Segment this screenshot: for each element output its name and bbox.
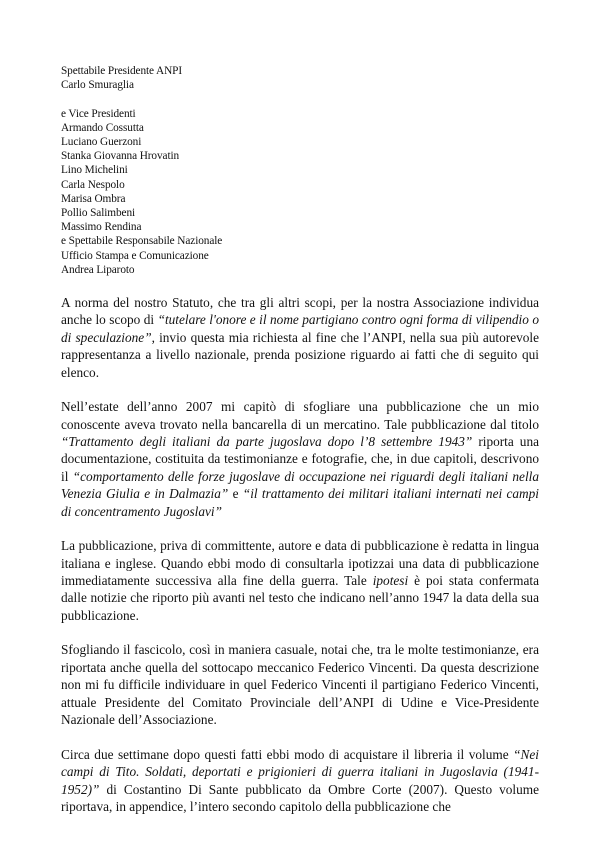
text-run: di Costantino Di Sante pubblicato da Ombre Corte (2007). Questo volume riportava, in appendice, l’intero secondo capitolo della pubblicazione che (61, 781, 539, 814)
vice-president-name: Marisa Ombra (61, 192, 126, 205)
paragraph-publication-date (61, 537, 539, 624)
recipient-block (61, 64, 361, 277)
vice-president-name: Carla Nespolo (61, 178, 125, 191)
text-run: è poi stata confermata dalle notizie che riporto più avanti nel testo che indicano nell’anno 1947 la data della sua pubblicazione. (61, 573, 539, 623)
text-run: Sfogliando il fascicolo, così in maniera casuale, notai che, tra le molte testimonianze, era riportata anche quella del sottocapo meccanico Federico Vincenti. Da questa descrizione non mi fu difficile individuare in quel Federico Vincenti il partigiano Federico Vincenti, attuale Presidente del Comitato Provinciale dell’ANPI di Udine e Vice-Presidente Nazionale dell’Associazione. (61, 642, 539, 728)
vice-president-name: Stanka Giovanna Hrovatin (61, 150, 180, 163)
quote-statute: “tutelare l'onore e il nome partigiano contro ogni forma di vilipendio o di speculazione” (61, 312, 539, 345)
paragraph-statute (61, 294, 539, 381)
text-run: Nell’estate dell’anno 2007 mi capitò di sfogliare una pubblicazione che un mio conoscente aveva trovato nella bancarella di un mercatino. Tale pubblicazione dal titolo (61, 399, 539, 432)
recipient-president-name: Carlo Smuraglia (61, 79, 134, 92)
text-run: La pubblicazione, priva di committente, autore e data di pubblicazione è redatta in lingua italiana e inglese. Quando ebbi modo di consultarla ipotizzai una data di pubblicazione immediatamente successiva alla fine della guerra. Tale (61, 538, 539, 589)
vice-president-name: Lino Michelini (61, 164, 128, 177)
vice-president-name: Armando Cossutta (61, 121, 144, 134)
chapter-one-quote: “comportamento delle forze jugoslave di occupazione nei riguardi degli italiani nella Venezia Giulia e in Dalmazia” (61, 468, 539, 502)
text-run: riporta una documentazione, costituita da testimonianze e fotografie, che, in due capitoli, descrivono il (61, 434, 539, 484)
emphasis-ipotesi: ipotesi (372, 573, 409, 589)
text-run: A norma del nostro Statuto, che tra gli altri scopi, per la nostra Associazione individua anche lo scopo di (61, 295, 539, 328)
recipient-press-office: Ufficio Stampa e Comunicazione (61, 249, 209, 262)
paragraph-vincenti (61, 641, 539, 728)
chapter-two-quote: “il trattamento dei militari italiani internati nei campi di concentramento Jugoslavi” (61, 486, 539, 519)
recipient-president-title: Spettabile Presidente ANPI (61, 65, 183, 77)
vice-president-name: Massimo Rendina (61, 221, 142, 234)
text-run: , invio questa mia richiesta al fine che l’ANPI, nella sua più autorevole rappresentanza a livello nazionale, prenda posizione riguardo ai fatti che di seguito qui elenco. (61, 329, 539, 380)
vice-president-name: Luciano Guerzoni (61, 136, 142, 148)
recipient-press-name: Andrea Liparoto (61, 263, 135, 276)
recipient-vice-heading: e Vice Presidenti (61, 107, 136, 120)
letter-body (61, 294, 539, 815)
paragraph-book (61, 746, 539, 816)
paragraph-publication-found (61, 398, 539, 520)
text-run: Circa due settimane dopo questi fatti ebbi modo di acquistare il libreria il volume (61, 746, 514, 762)
spacer (61, 92, 361, 106)
book-title: “Nei campi di Tito. Soldati, deportati e prigionieri di guerra italiani in Jugoslavia (1941-1952)” (61, 746, 539, 797)
text-run: e (228, 486, 243, 502)
publication-title: “Trattamento degli italiani da parte jugoslava dopo l’8 settembre 1943” (61, 434, 473, 450)
recipient-press-title: e Spettabile Responsabile Nazionale (61, 235, 223, 248)
vice-president-name: Pollio Salimbeni (61, 207, 136, 220)
